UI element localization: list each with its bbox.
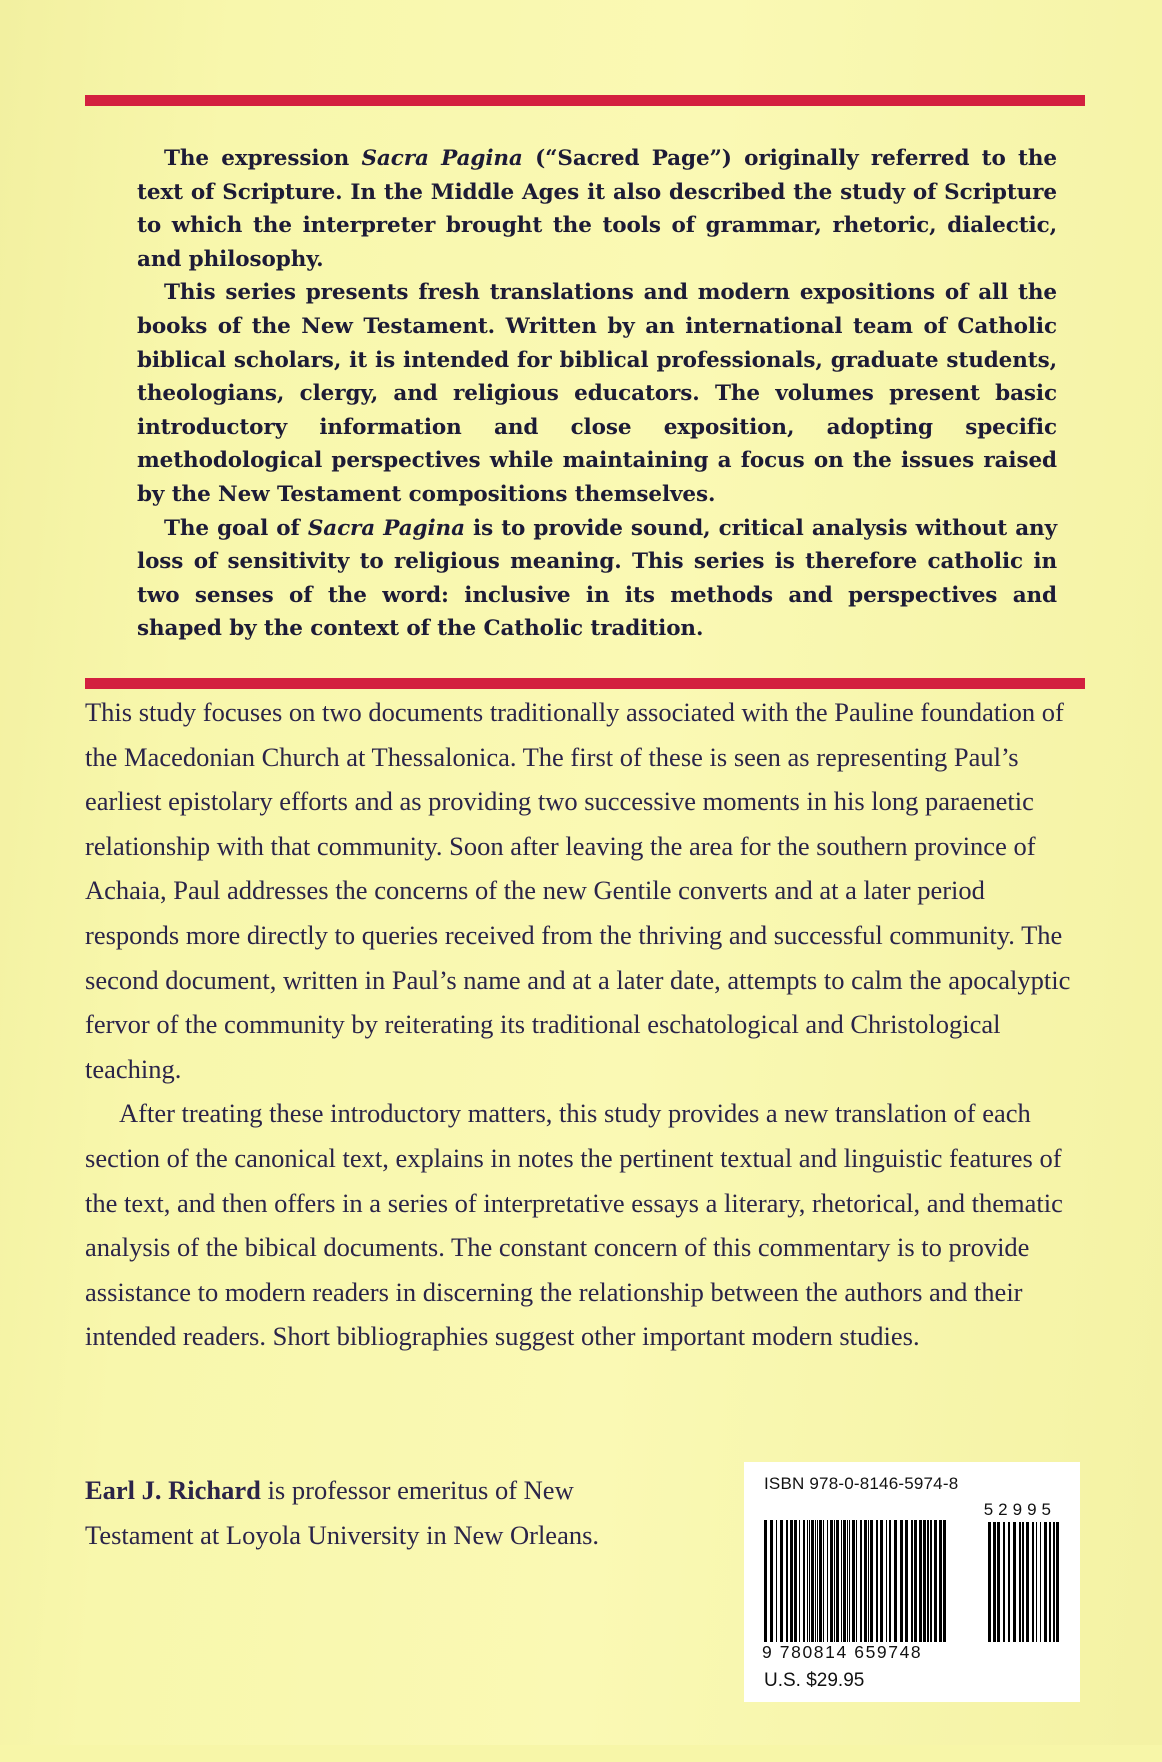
description-paragraph-2: After treating these introductory matters, this study provides a new translation of each section of the canonical text, explains in notes the pertinent textual and linguistic features of the text, and then offers in a series of interpretative essays a literary, rhetorical, and thematic analysis of the bibical documents. The constant concern of this commentary is to provide assistance to modern readers in discerning the relationship between the authors and their intended readers. Short bibliographies suggest other important modern studies. (85, 1098, 1063, 1352)
series-p1-italic: Sacra Pagina (361, 146, 523, 171)
series-p3-seg1: The goal of (164, 515, 308, 541)
series-paragraph-2 (137, 276, 1057, 511)
series-paragraph-3 (137, 512, 1057, 646)
series-p1-seg1: The expression (164, 146, 362, 171)
isbn-text: ISBN 978-0-8146-5974-8 (764, 1474, 959, 1493)
series-description-block (85, 95, 1085, 689)
ean5-addon-barcode (988, 1522, 1060, 1642)
series-paragraph-1 (137, 142, 1057, 276)
ean13-barcode (764, 1520, 972, 1642)
series-p3-italic: Sacra Pagina (307, 515, 465, 541)
barcode-addon-digits: 52995 (983, 1500, 1056, 1519)
author-name: Earl J. Richard (85, 1475, 261, 1505)
author-bio (85, 1468, 685, 1558)
author-bio-text: is professor emeritus of New Testament at Loyola University in New Orleans. (85, 1475, 600, 1550)
barcode-panel (744, 1462, 1080, 1702)
book-description (85, 690, 1085, 1359)
ean-digits: 9 780814 659748 (762, 1642, 923, 1662)
red-rule-top (85, 95, 1085, 106)
red-rule-bottom (85, 678, 1085, 689)
description-paragraph-1: This study focuses on two documents traditionally associated with the Pauline foundation of the Macedonian Church at Thessalonica. The first of these is seen as representing Paul’s earliest epistolary efforts and as providing two successive moments in his long paraenetic relationship with that community. Soon after leaving the area for the southern province of Achaia, Paul addresses the concerns of the new Gentile converts and at a later period responds more directly to queries received from the thriving and successful community. The second document, written in Paul’s name and at a later date, attempts to calm the apocalyptic fervor of the community by reiterating its traditional eschatological and Christological teaching. (85, 697, 1071, 1084)
series-p2-seg1: This series presents fresh translations and modern expositions of all the books of the New Testament. Written by an international team of Catholic biblical scholars, it is intended for biblical professionals, graduate students, theologians, clergy, and religious educators. The volumes present basic introductory information and close exposition, adopting specific methodological perspectives while maintaining a focus on the issues raised by the New Testament compositions themselves. (137, 280, 1057, 507)
price-text: U.S. $29.95 (764, 1670, 865, 1691)
series-p3-seg3: is to provide sound, critical analysis without any loss of sensitivity to religious meaning. This series is therefore catholic in two senses of the word: inclusive in its methods and perspectives and shaped by the context of the Catholic tradition. (137, 515, 1057, 642)
series-p1-seg3: (“Sacred Page”) originally referred to the text of Scripture. In the Middle Ages it also described the study of Scripture to which the interpreter brought the tools of grammar, rhetoric, dialectic, and philosophy. (137, 146, 1057, 272)
series-description-text (85, 106, 1085, 656)
